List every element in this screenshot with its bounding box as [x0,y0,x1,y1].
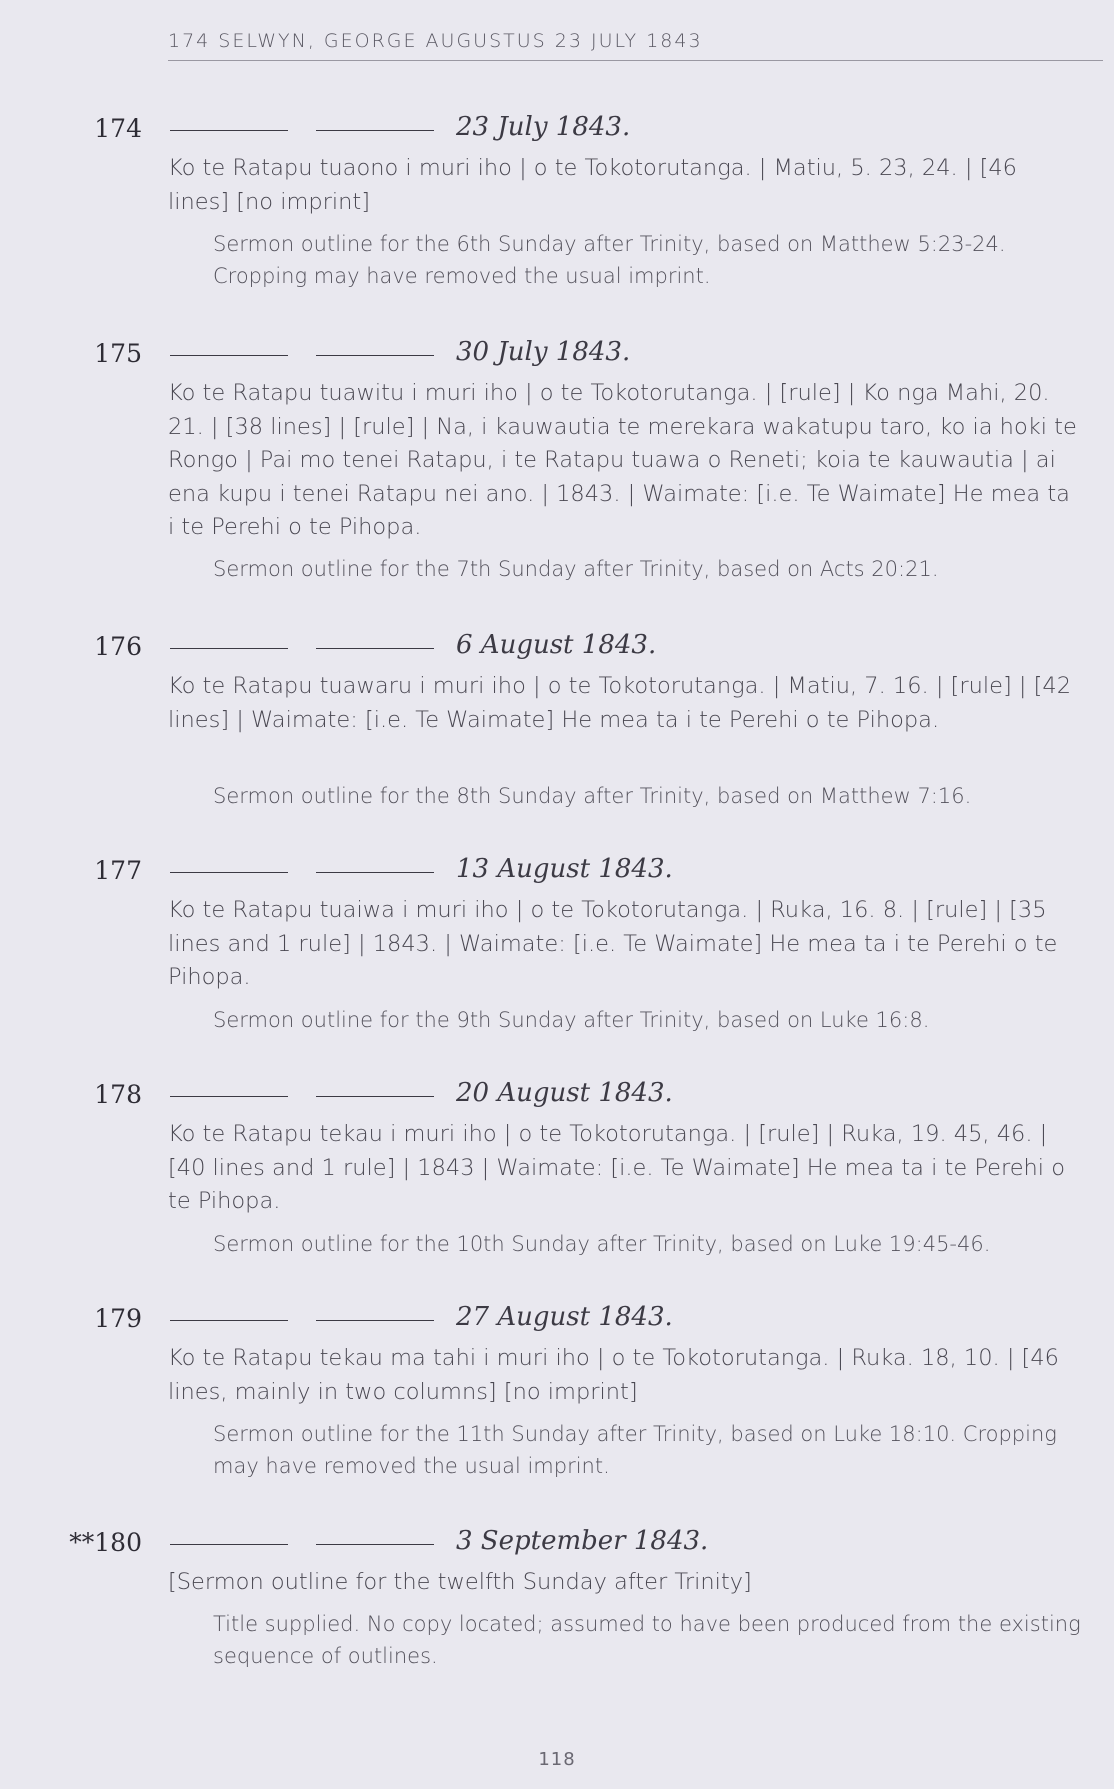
entry-date: 27 August 1843. [456,1302,673,1332]
entry-note: Sermon outline for the 9th Sunday after Trinity, based on Luke 16:8. [213,1008,930,1032]
entry-number: 177 [94,856,142,885]
entry-title: Ko te Ratapu tuawaru i muri iho | o te Tokotorutanga. | Matiu, 7. 16. | [rule] | [42 lines] | Waimate: [i.e. Te Waimate] He mea ta i te Perehi o te Pihopa. [168,673,1072,733]
header-rule [168,60,1103,61]
author-dash [170,1544,288,1545]
entry-date: 23 July 1843. [456,112,631,142]
title-dash [316,648,434,649]
entry-title: Ko te Ratapu tuawitu i muri iho | o te Tokotorutanga. | [rule] | Ko nga Mahi, 20. 21. | [38 lines] | [rule] | Na, i kauwautia te merekara wakatupu taro, ko ia hoki te Rongo | Pai mo tenei Ratapu, i te Ratapu tuawa o Reneti; koia te kauwautia | ai ena kupu i tenei Ratapu nei ano. | 1843. | Waimate: [i.e. Te Waimate] He mea ta i te Perehi o te Pihopa. [168,380,1077,540]
author-dash [170,130,288,131]
entry-date: 3 September 1843. [456,1526,709,1556]
author-dash [170,355,288,356]
title-dash [316,355,434,356]
entry-number: 176 [94,632,142,661]
author-dash [170,648,288,649]
entry-title: Ko te Ratapu tekau ma tahi i muri iho | o te Tokotorutanga. | Ruka. 18, 10. | [46 lines, mainly in two columns] [no imprint] [168,1345,1059,1405]
author-dash [170,872,288,873]
entry-title: Ko te Ratapu tuaono i muri iho | o te Tokotorutanga. | Matiu, 5. 23, 24. | [46 lines] [no imprint] [168,155,1017,215]
entry-date: 30 July 1843. [456,337,631,367]
entry-note: Sermon outline for the 7th Sunday after Trinity, based on Acts 20:21. [213,557,939,581]
entry-title: Ko te Ratapu tuaiwa i muri iho | o te Tokotorutanga. | Ruka, 16. 8. | [rule] | [35 lines and 1 rule] | 1843. | Waimate: [i.e. Te Waimate] He mea ta i te Perehi o te Pihopa. [168,897,1058,990]
entry-note: Sermon outline for the 11th Sunday after Trinity, based on Luke 18:10. Cropping may have removed the usual imprint. [213,1422,1057,1478]
entry-number: 174 [94,114,142,143]
entry-number: 175 [94,339,142,368]
page-number: 118 [538,1749,576,1770]
entry-note: Sermon outline for the 10th Sunday after Trinity, based on Luke 19:45-46. [213,1232,991,1256]
title-dash [316,1544,434,1545]
entry-number: **180 [69,1528,142,1557]
title-dash [316,872,434,873]
entry-date: 6 August 1843. [456,630,657,660]
author-dash [170,1096,288,1097]
entry-note: Sermon outline for the 6th Sunday after Trinity, based on Matthew 5:23-24. Cropping may have removed the usual imprint. [213,232,1006,288]
title-dash [316,1320,434,1321]
entry-note: Title supplied. No copy located; assumed to have been produced from the existing sequence of outlines. [213,1612,1081,1668]
author-dash [170,1320,288,1321]
entry-date: 20 August 1843. [456,1078,673,1108]
entry-number: 179 [94,1304,142,1333]
entry-date: 13 August 1843. [456,854,673,884]
entry-title: Ko te Ratapu tekau i muri iho | o te Tokotorutanga. | [rule] | Ruka, 19. 45, 46. | [40 lines and 1 rule] | 1843 | Waimate: [i.e. Te Waimate] He mea ta i te Perehi o te Pihopa. [168,1121,1065,1214]
entry-note: Sermon outline for the 8th Sunday after Trinity, based on Matthew 7:16. [213,784,972,808]
title-dash [316,1096,434,1097]
entry-number: 178 [94,1080,142,1109]
title-dash [316,130,434,131]
entry-title: [Sermon outline for the twelfth Sunday after Trinity] [168,1569,752,1595]
running-head: 174 SELWYN, GEORGE AUGUSTUS 23 JULY 1843 [168,30,703,52]
